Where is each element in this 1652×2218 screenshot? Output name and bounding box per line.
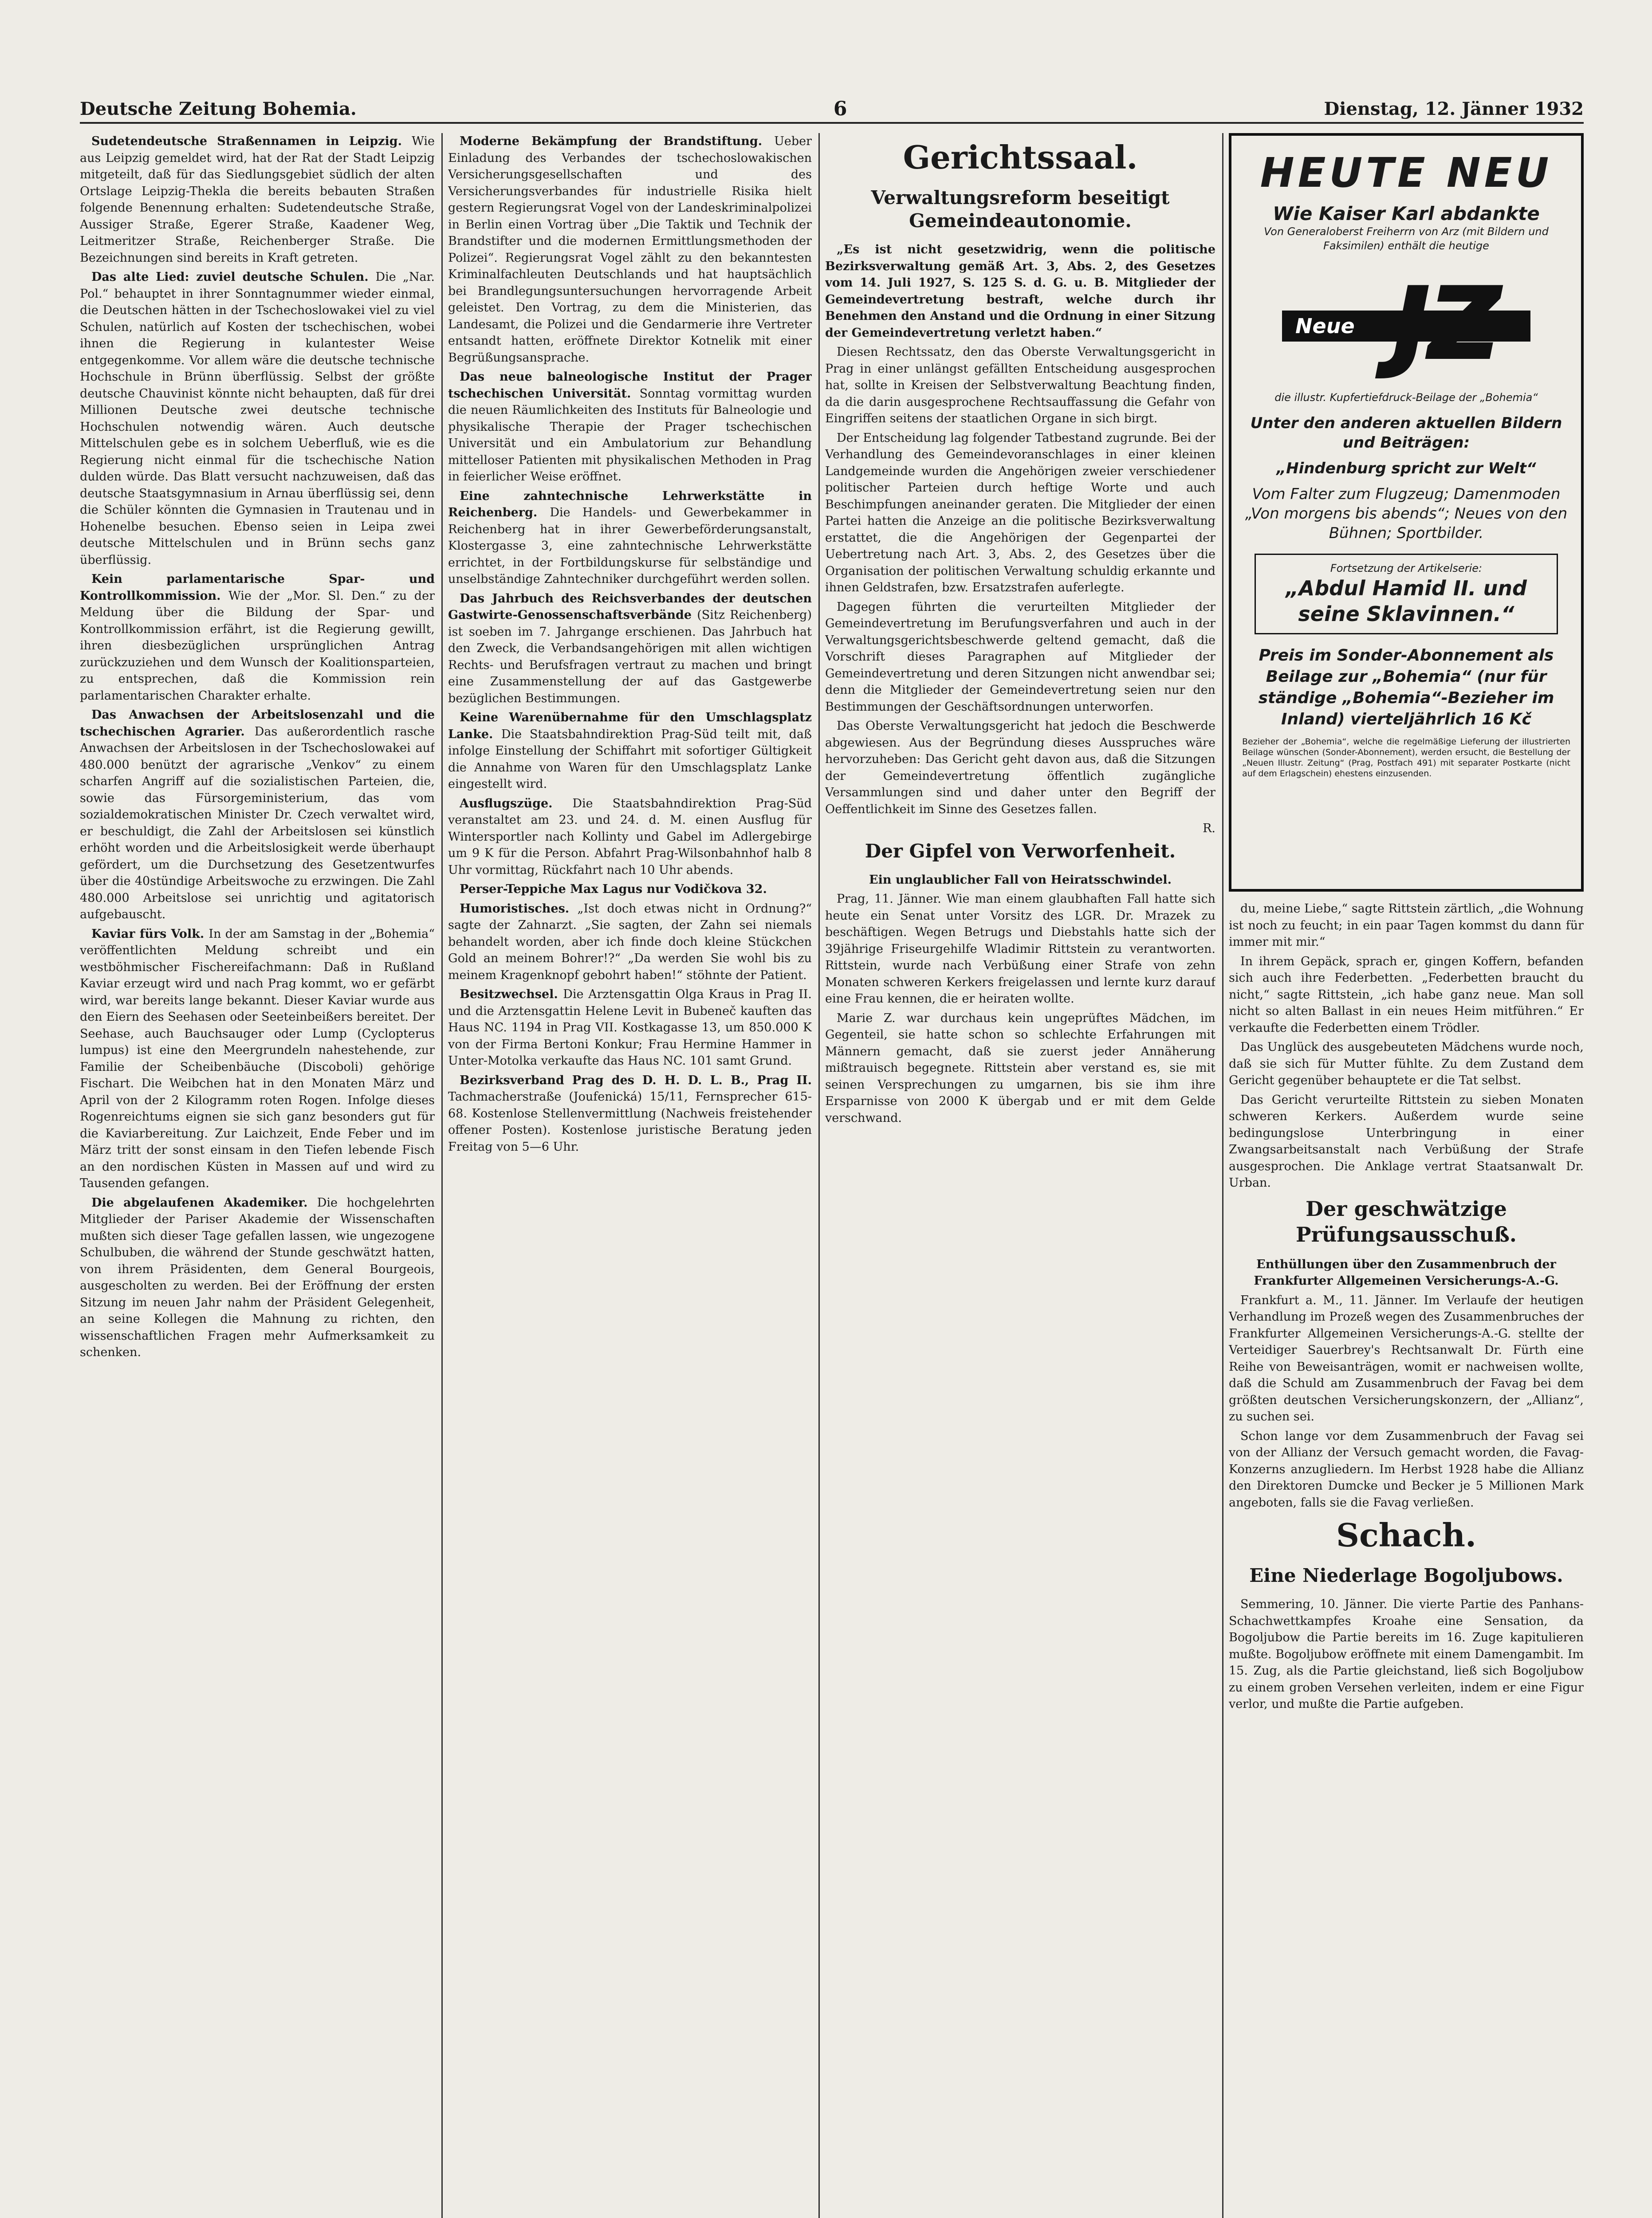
news-item bbox=[448, 795, 812, 879]
column-rule bbox=[441, 133, 443, 2218]
news-item bbox=[80, 133, 435, 266]
paragraph: Frankfurt a. M., 11. Jänner. Im Verlaufe der heutigen Verhandlung im Prozeß wegen des Zusammenbruches der Frankfurter Allgemeinen Versicherungs-A.-G. stellte der Verteidiger Sauerbrey's Rechtsanwalt Dr. Fürth eine Reihe von Beweisanträgen, womit er nachweisen wollte, daß die Schuld am Zusammenbruch der Favag bei dem größten deutschen Versicherungskonzern, der „Allianz“, zu suchen sei. bbox=[1229, 1293, 1584, 1424]
news-item-head: Kein parlamentarische Spar- und Kontrollkommission. bbox=[80, 572, 435, 603]
section-title-court: Gerichtssaal. bbox=[903, 138, 1138, 176]
article-subtitle: Ein unglaublicher Fall von Heiratsschwindel. bbox=[869, 873, 1172, 887]
news-item-head: Keine Warenübernahme für den Umschlagsplatz Lanke. bbox=[448, 711, 812, 741]
news-item-text: „Ist doch etwas nicht in Ordnung?“ sagte der Zahnarzt. „Sie sagten, der Zahn sei niemals behandelt worden, aber ich finde doch kleine Stückchen Gold an meinem Bohrer!?“ „Da werden Sie wohl bis zu meinem Kragenknopf gebohrt haben!“ stöhnte der Patient. bbox=[448, 901, 812, 982]
article-continuation bbox=[1229, 901, 1584, 1192]
ad-line: „Hindenburg spricht zur Welt“ bbox=[1276, 460, 1536, 477]
news-item-text: Die Handels- und Gewerbekammer in Reichenberg hat in ihrer Gewerbeförderungsanstalt, Klostergasse 3, eine zahntechnische Lehrwerkstätte errichtet, in der Fortbildungskurse für selbständige und unselbständige Zahntechniker durchgeführt werden sollen. bbox=[448, 506, 812, 586]
news-item-head: Das neue balneologische Institut der Prager tschechischen Universität. bbox=[448, 370, 812, 401]
page-header bbox=[80, 95, 1584, 124]
ad-logo bbox=[1282, 266, 1530, 381]
news-item bbox=[80, 571, 435, 704]
advertisement bbox=[1229, 133, 1584, 892]
issue-date: Dienstag, 12. Jänner 1932 bbox=[1324, 98, 1584, 119]
column-rule bbox=[818, 133, 820, 2218]
column-3 bbox=[825, 133, 1215, 2218]
news-item-head: Perser-Teppiche Max Lagus nur Vodičkova 32. bbox=[460, 882, 767, 896]
ad-price: Preis im Sonder-Abonnement als Beilage zur „Bohemia“ (nur für ständige „Bohemia“-Bezieher im Inland) vierteljährlich 16 Kč bbox=[1258, 646, 1554, 728]
news-item bbox=[80, 1195, 435, 1361]
news-item-text: (Sitz Reichenberg) ist soeben im 7. Jahrgange erschienen. Das Jahrbuch hat den Zweck, die Verbandsangehörigen mit allen wichtigen Rechts- und Berufsfragen vertraut zu machen und bringt eine Zusammenstellung der auf das Gastgewerbe bezüglichen Bestimmungen. bbox=[448, 608, 812, 705]
news-item bbox=[80, 269, 435, 568]
news-item-head: Ausflugszüge. bbox=[460, 796, 573, 810]
paragraph: Dagegen führten die verurteilten Mitglieder der Gemeindevertretung im Berufungsverfahren und auch in der Verwaltungsgerichtsbeschwerde geltend gemacht, daß die Vorschrift dieses Paragraphen auf Mitglieder der Gemeindevertretung und deren Sitzungen nicht anwendbar sei; denn die Mitglieder der Gemeindevertretung seien nur den Bestimmungen der Geschäftsordnungen unterworfen. bbox=[825, 600, 1215, 714]
column-rule bbox=[1222, 133, 1223, 2218]
paragraph: Diesen Rechtssatz, den das Oberste Verwaltungsgericht in Prag in einer unlängst gefällten Entscheidung ausgesprochen hat, sollte in Kreisen der Selbstverwaltung Beachtung finden, da die darin ausgesprochene Rechtsauffassung die Gefahr von Eingriffen seitens der staatlichen Organe in sich birgt. bbox=[825, 345, 1215, 425]
article-body bbox=[1229, 1292, 1584, 1511]
page-number: 6 bbox=[833, 97, 847, 120]
news-item bbox=[448, 901, 812, 984]
section-title-chess: Schach. bbox=[1336, 1516, 1477, 1554]
news-item-text: Die „Nar. Pol.“ behauptet in ihrer Sonntagnummer wieder einmal, die Deutschen hätten in der Tschechoslowakei viel zu viel Schulen, natürlich auf Kosten der tschechischen, wobei ihnen die Regierung in kulantester Weise entgegenkomme. Vor allem wäre die deutsche technische Hochschule in Brünn überflüssig. Selbst der größte deutsche Chauvinist könnte nicht behaupten, daß für drei Millionen Deutsche zwei deutsche technische Hochschulen notwendig wären. Auch deutsche Mittelschulen gebe es in solchem Ueberfluß, wie es die Regierung nicht einmal für die tschechische Nation dulden würde. Das Blatt versucht nachzuweisen, daß das deutsche Staatsgymnasium in Arnau überflüssig sei, denn die Schüler könnten die Gymnasien in Trautenau und in Hohenelbe besuchen. Ebenso seien in Leipa zwei deutsche Mittelschulen und in Brünn sechs ganz überflüssig. bbox=[80, 270, 435, 567]
article-subtitle: Enthüllungen über den Zusammenbruch der Frankfurter Allgemeinen Versicherungs-A.-G. bbox=[1254, 1257, 1559, 1288]
article-title: Verwaltungsreform beseitigt Gemeindeautonomie. bbox=[871, 187, 1170, 232]
news-item bbox=[448, 133, 812, 366]
news-item bbox=[80, 707, 435, 923]
paragraph: Schon lange vor dem Zusammenbruch der Favag sei von der Allianz der Versuch gemacht worden, die Favag-Konzerns anzugliedern. Im Herbst 1928 habe die Allianz den Direktoren Dumcke und Becker je 5 Millionen Mark angeboten, falls sie die Favag verließen. bbox=[1229, 1429, 1584, 1510]
news-item-text: Tachmacherstraße (Joufenická) 15/11, Fernsprecher 615-68. Kostenlose Stellenvermittlung (Nachweis freistehender offener Posten). Kostenlose juristische Beratung jeden Freitag von 5—6 Uhr. bbox=[448, 1090, 812, 1154]
ad-line: die illustr. Kupfertiefdruck-Beilage der „Bohemia“ bbox=[1274, 391, 1538, 404]
article-title: Der Gipfel von Verworfenheit. bbox=[865, 840, 1176, 862]
news-item-head: Bezirksverband Prag des D. H. D. L. B., Prag II. bbox=[460, 1073, 812, 1087]
column-2 bbox=[448, 133, 812, 2218]
news-item-text: Wie aus Leipzig gemeldet wird, hat der Rat der Stadt Leipzig mitgeteilt, daß für das Siedlungsgebiet südlich der alten Ortslage Leipzig-Thekla die bereits bebauten Straßen folgende Benennung erhalten: Sudetendeutsche Straße, Aussiger Straße, Egerer Straße, Kaadener Weg, Leitmeritzer Straße, Reichenberger Straße. Die Bezeichnungen sind bereits in Kraft getreten. bbox=[80, 134, 435, 265]
news-item bbox=[448, 1072, 812, 1156]
article-title: Eine Niederlage Bogoljubows. bbox=[1249, 1565, 1563, 1586]
news-item bbox=[448, 881, 812, 898]
news-item bbox=[448, 709, 812, 793]
news-item-head: Das Jahrbuch des Reichsverbandes der deutschen Gastwirte-Genossenschaftsverbände bbox=[448, 591, 812, 622]
news-item bbox=[448, 986, 812, 1070]
article-body bbox=[1229, 1596, 1584, 1713]
ad-line: Von Generaloberst Freiherrn von Arz (mit Bildern und Faksimilen) enthält die heutige bbox=[1264, 225, 1549, 252]
ad-logo-jz: JZ bbox=[1393, 267, 1500, 381]
news-item-text: Die Staatsbahndirektion Prag-Süd teilt mit, daß infolge Einstellung der Schiffahrt mit sofortiger Gültigkeit die Annahme von Waren für den Umschlagsplatz Lanke eingestellt wird. bbox=[448, 727, 812, 791]
news-item-text: Die Arztensgattin Olga Kraus in Prag II. und die Arztensgattin Helene Levit in Bubeneč kauften das Haus NC. 1194 in Prag VII. Kostkagasse 13, um 850.000 K von der Firma Bertoni Konkur; Frau Hermine Hammer in Unter-Motolka verkaufte das Haus NC. 101 samt Grund. bbox=[448, 987, 812, 1068]
news-item bbox=[80, 926, 435, 1192]
news-item-head: Eine zahntechnische Lehrwerkstätte in Reichenberg. bbox=[448, 489, 812, 519]
ad-line: Vom Falter zum Flugzeug; Damenmoden „Von morgens bis abends“; Neues von den Bühnen; Sportbilder. bbox=[1245, 485, 1568, 542]
news-item bbox=[448, 488, 812, 588]
paragraph: Marie Z. war durchaus kein ungeprüftes Mädchen, im Gegenteil, sie hatte schon so schlechte Erfahrungen mit Männern gemacht, daß sie zuerst jeder Annäherung mißtrauisch begegnete. Rittstein aber verstand es, sie mit seinen Versprechungen zu umgarnen, bis sie ihm ihre Ersparnisse von 2000 K übergab und er mit dem Gelde verschwand. bbox=[825, 1011, 1215, 1125]
newspaper-name: Deutsche Zeitung Bohemia. bbox=[80, 98, 357, 119]
ad-box bbox=[1255, 554, 1558, 634]
article-body bbox=[825, 891, 1215, 1126]
column-4 bbox=[1229, 901, 1584, 1715]
ad-headline: HEUTE NEU bbox=[1260, 149, 1553, 197]
news-item-head: Das Anwachsen der Arbeitslosenzahl und die tschechischen Agrarier. bbox=[80, 708, 435, 739]
news-item-text: Die hochgelehrten Mitglieder der Pariser Akademie der Wissenschaften mußten sich dieser Tage gefallen lassen, wie ungezogene Schulbuben, die während der Stunde geschwätzt hatten, von ihrem Präsidenten, dem General Bourgeois, ausgescholten zu werden. Bei der Eröffnung der ersten Sitzung im neuen Jahr nahm der Präsident Gelegenheit, an seine Kollegen die Mahnung zu richten, den wissenschaftlichen Fragen mehr Aufmerksamkeit zu schenken. bbox=[80, 1196, 435, 1359]
news-item-head: Das alte Lied: zuviel deutsche Schulen. bbox=[91, 270, 376, 284]
news-item bbox=[448, 590, 812, 707]
paragraph: Das Unglück des ausgebeuteten Mädchens wurde noch, daß sie sich für Mutter fühlte. Zu dem Zustand dem Gericht gegenüber behauptete er die Tat selbst. bbox=[1229, 1040, 1584, 1087]
ad-box-title: „Abdul Hamid II. und seine Sklavinnen.“ bbox=[1286, 576, 1527, 626]
ad-logo-neue: Neue bbox=[1282, 311, 1530, 342]
news-item-text: Die Staatsbahndirektion Prag-Süd veranstaltet am 23. und 24. d. M. einen Ausflug für Wintersportler nach Kollinty und Gabel im Adlergebirge um 9 K für die Person. Abfahrt Prag-Wilsonbahnhof halb 8 Uhr vormittag, Rückfahrt nach 10 Uhr abends. bbox=[448, 796, 812, 877]
ad-fine-print: Bezieher der „Bohemia“, welche die regelmäßige Lieferung der illustrierten Beilage wünschen (Sonder-Abonnement), werden ersucht, die Bestellung der „Neuen Illustr. Zeitung“ (Prag, Postfach 491) mit separater Postkarte (nicht auf dem Erlagschein) ehestens einzusenden. bbox=[1242, 737, 1570, 779]
article-lead: „Es ist nicht gesetzwidrig, wenn die politische Bezirksverwaltung gemäß Art. 3, Abs. 2, des Gesetzes vom 14. Juli 1927, S. 125 S. d. G. u. B. Mitglieder der Gemeindevertretung bestraft, welche durch ihr Benehmen den Anstand und die Ordnung in einer Sitzung der Gemeindevertretung verletzt haben.“ bbox=[825, 243, 1215, 340]
article-body bbox=[825, 344, 1215, 818]
news-item-text: Wie der „Mor. Sl. Den.“ zu der Meldung über die Bildung der Spar- und Kontrollkommission erfährt, ist die Regierung gewillt, ihren diesbezüglichen ursprünglichen Antrag zurückzuziehen und dem Wunsch der Koalitionsparteien, zu entsprechen, daß die Kommission rein parlamentarischen Charakter erhalte. bbox=[80, 589, 435, 703]
news-item-head: Besitzwechsel. bbox=[460, 987, 563, 1001]
paragraph: Der Entscheidung lag folgender Tatbestand zugrunde. Bei der Verhandlung des Gemeindevoranschlages in einer kleinen Landgemeinde wurden die Angehörigen zweier verschiedener politischer Parteien durch heftige Worte und auch Beschimpfungen aneinander geraten. Die Mitglieder der einen Partei hatten die Anzeige an die politische Bezirksverwaltung erstattet, die die Angehörigen der Gegenpartei der Uebertretung nach Art. 3, Abs. 2, des Gesetzes über die Organisation der politischen Verwaltung schuldig erkannte und ihnen Geldstrafen, bzw. Ersatzstrafen auferlegte. bbox=[825, 431, 1215, 594]
article-title: Der geschwätzige Prüfungsausschuß. bbox=[1296, 1196, 1517, 1247]
paragraph: Das Gericht verurteilte Rittstein zu sieben Monaten schweren Kerkers. Außerdem wurde seine bedingungslose Unterbringung in einer Zwangsarbeitsanstalt nach Verbüßung der Strafe ausgesprochen. Die Anklage vertrat Staatsanwalt Dr. Urban. bbox=[1229, 1093, 1584, 1190]
ad-box-intro: Fortsetzung der Artikelserie: bbox=[1330, 562, 1483, 574]
paragraph: Das Oberste Verwaltungsgericht hat jedoch die Beschwerde abgewiesen. Aus der Begründung dieses Ausspruches wäre hervorzuheben: Das Gericht geht davon aus, daß die Sitzungen der Gemeindevertretung öffentlich zugängliche Versammlungen sind und daher unter den Begriff der Oeffentlichkeit im Sinne des Gesetzes fallen. bbox=[825, 719, 1215, 816]
ad-line: Unter den anderen aktuellen Bildern und Beiträgen: bbox=[1250, 414, 1562, 452]
news-item-head: Sudetendeutsche Straßennamen in Leipzig. bbox=[91, 134, 412, 148]
paragraph: In ihrem Gepäck, sprach er, gingen Koffern, befanden sich auch ihre Federbetten. „Federbetten braucht du nicht,“ sagte Rittstein, „ich habe ganz neue. Man soll nicht so alten Ballast in ein neues Heim mitführen.“ Er verkaufte die Federbetten einem Trödler. bbox=[1229, 954, 1584, 1035]
news-item-head: Kaviar fürs Volk. bbox=[91, 927, 209, 941]
paragraph: Prag, 11. Jänner. Wie man einem glaubhaften Fall hatte sich heute ein Senat unter Vorsitz des LGR. Dr. Mrazek zu beschäftigen. Wegen Betrugs und Diebstahls hatte sich der 39jährige Friseurgehilfe Wladimir Rittstein zu verantworten. Rittstein, wurde nach Verbüßung einer Strafe von zehn Monaten schweren Kerkers freigelassen und lernte kurz darauf eine Frau kennen, die er heiraten wollte. bbox=[825, 892, 1215, 1006]
column-1 bbox=[80, 133, 435, 2218]
news-item-text: Das außerordentlich rasche Anwachsen der Arbeitslosen in der Tschechoslowakei auf 480.000 benützt der agrarische „Venkov“ zu einem scharfen Angriff auf die sozialistischen Parteien, die, sowie das Fürsorgeministerium, das vom sozialdemokratischen Minister Dr. Czech verwaltet wird, er beschuldigt, die Zahl der Arbeitslosen sei künstlich erhöht worden und die Arbeitslosigkeit werde überhaupt gefördert, um die Durchsetzung des Gesetzentwurfes über die 40stündige Arbeitswoche zu erzwingen. Die Zahl 480.000 Arbeitslose sei unrichtig und agitatorisch aufgebauscht. bbox=[80, 724, 435, 921]
author-signature: R. bbox=[1203, 822, 1215, 835]
news-item-head: Die abgelaufenen Akademiker. bbox=[91, 1196, 317, 1210]
news-item-head: Moderne Bekämpfung der Brandstiftung. bbox=[460, 134, 775, 148]
news-item-head: Humoristisches. bbox=[460, 901, 578, 916]
paragraph: Semmering, 10. Jänner. Die vierte Partie des Panhans-Schachwettkampfes Kroahe eine Sensation, da Bogoljubow die Partie bereits im 16. Zuge kapitulieren mußte. Bogoljubow eröffnete mit einem Damengambit. Im 15. Zug, als die Partie gleichstand, ließ sich Bogoljubow zu einem groben Versehen verleiten, indem er eine Figur verlor, und mußte die Partie aufgeben. bbox=[1229, 1597, 1584, 1711]
news-item-text: Sonntag vormittag wurden die neuen Räumlichkeiten des Instituts für Balneologie und physikalische Therapie der Prager tschechischen Universität und ein Ambulatorium zur Behandlung mittelloser Patienten mit physikalischen Methoden in Prag in feierlicher Weise eröffnet. bbox=[448, 386, 812, 484]
paragraph: du, meine Liebe,“ sagte Rittstein zärtlich, „die Wohnung ist noch zu feucht; in ein paar Tagen kommst du dann für immer mit mir.“ bbox=[1229, 902, 1584, 949]
news-item-text: Ueber Einladung des Verbandes der tschechoslowakischen Versicherungsgesellschaften und des Versicherungsverbandes für industrielle Risika hielt gestern Regierungsrat Vogel von der Landeskriminalpolizei in Berlin einen Vortrag über „Die Taktik und Technik der Brandstifter und die modernen Ermittlungsmethoden der Polizei“. Regierungsrat Vogel zählt zu den bekanntesten Kriminalfachleuten Deutschlands und hat hauptsächlich bei Brandlegungsuntersuchungen hervorragende Arbeit geleistet. Den Vortrag, zu dem die Ministerien, das Landesamt, die Polizei und die Gendarmerie ihre Vertreter entsandt hatten, eröffnete Direktor Kotnelik mit einer Begrüßungsansprache. bbox=[448, 134, 812, 365]
news-item-text: In der am Samstag in der „Bohemia“ veröffentlichten Meldung schreibt und ein westböhmischer Fischereifachmann: Daß in Rußland Kaviar erzeugt wird und nach Prag kommt, wo er gefärbt wird, war bereits lange bekannt. Dieser Kaviar wurde aus den Eiern des Seehasen oder Seeteinbeißers bereitet. Der Seehase, auch Bauchsauger oder Lump (Cyclopterus lumpus) ist eine den Meergrundeln nahestehende, zur Familie der Scheibenbäuche (Discoboli) gehörige Fischart. Die Weibchen hat in den Monaten März und April von der 2 Kilogramm roten Rogen. Infolge dieses Rogenreichtums eignen sie sich ganz besonders gut für die Kaviarbereitung. Zur Laichzeit, Ende Feber und im März tritt der sonst einsam in den Tiefen lebende Fisch an den nordischen Küsten in Massen auf und wird zu Tausenden gefangen. bbox=[80, 927, 435, 1190]
ad-line: Wie Kaiser Karl abdankte bbox=[1273, 203, 1540, 224]
news-item bbox=[448, 369, 812, 485]
